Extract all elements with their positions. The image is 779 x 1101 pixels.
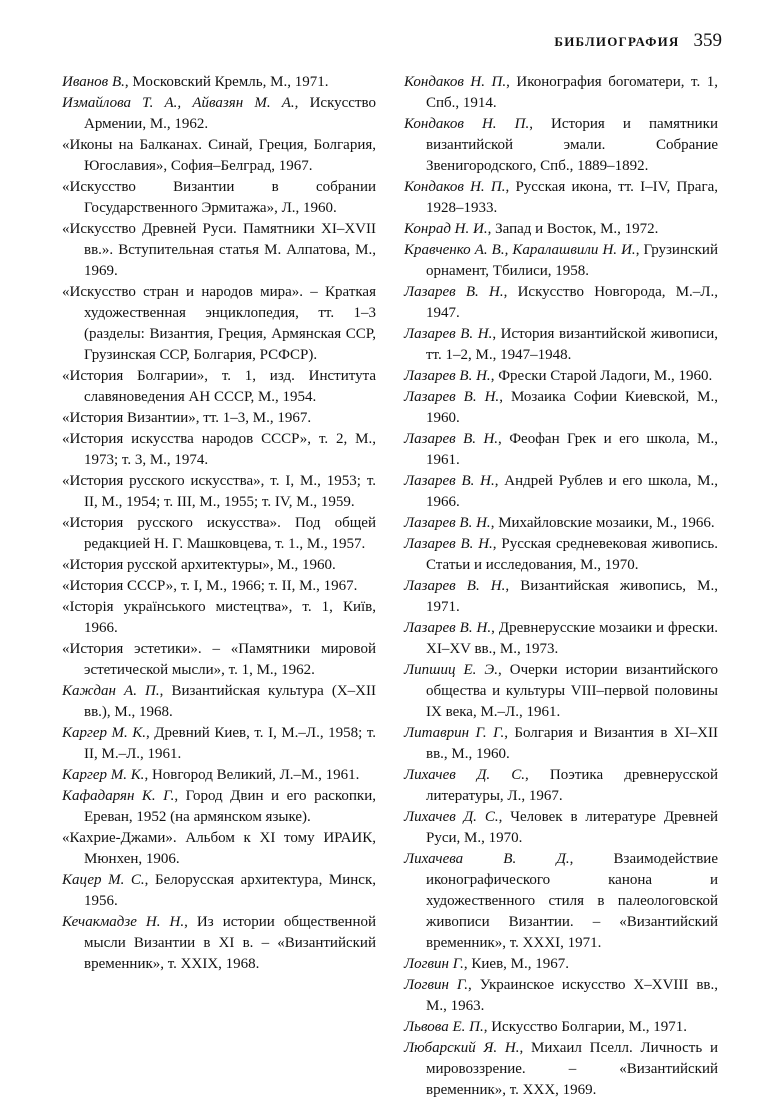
bibliography-entry bbox=[404, 72, 718, 114]
bibliography-entry bbox=[62, 429, 376, 471]
entry-text: , Византийская живопись, М., 1971. bbox=[426, 578, 718, 615]
entry-text: , Грузинский орнамент, Тбилиси, 1958. bbox=[426, 242, 718, 279]
entry-text: , Иконография богоматери, т. 1, Спб., 1914. bbox=[426, 74, 718, 111]
entry-text: «Искусство Византии в собрании Государственного Эрмитажа», Л., 1960. bbox=[62, 179, 376, 216]
bibliography-entry bbox=[404, 429, 718, 471]
entry-author: Лихачев Д. С. bbox=[404, 809, 499, 825]
entry-author: Каргер М. К. bbox=[62, 725, 146, 741]
bibliography-entry bbox=[404, 723, 718, 765]
entry-author: Львова Е. П. bbox=[404, 1019, 484, 1035]
bibliography-entry bbox=[404, 513, 718, 534]
entry-text: «Искусство Древней Руси. Памятники XI–XVII вв.». Вступительная статья М. Алпатова, М., 1969. bbox=[62, 221, 376, 279]
entry-text: , Андрей Рублев и его школа, М., 1966. bbox=[426, 473, 718, 510]
bibliography-entry bbox=[404, 387, 718, 429]
bibliography-entry bbox=[62, 513, 376, 555]
entry-author: Лазарев В. Н. bbox=[404, 620, 492, 636]
entry-text: «История русского искусства», т. I, М., 1953; т. II, М., 1954; т. III, М., 1955; т. IV, М., 1959. bbox=[62, 473, 376, 510]
entry-text: «Иконы на Балканах. Синай, Греция, Болгария, Югославия», София–Белград, 1967. bbox=[62, 137, 376, 174]
entry-author: Лазарев В. Н. bbox=[404, 536, 493, 552]
bibliography-entry bbox=[62, 912, 376, 975]
entry-text: , Украинское искусство X–XVIII вв., М., 1963. bbox=[426, 977, 718, 1014]
bibliography-entry bbox=[404, 1038, 718, 1101]
entry-text: , Феофан Грек и его школа, М., 1961. bbox=[426, 431, 718, 468]
bibliography-entry bbox=[62, 471, 376, 513]
bibliography-entry bbox=[62, 282, 376, 366]
entry-text: , Русская икона, тт. I–IV, Прага, 1928–1933. bbox=[426, 179, 719, 216]
entry-author: Кондаков Н. П. bbox=[404, 179, 506, 195]
entry-author: Логвин Г. bbox=[404, 956, 464, 972]
bibliography-entry bbox=[404, 324, 718, 366]
bibliography-entry bbox=[62, 723, 376, 765]
entry-text: , История и памятники византийской эмали. Собрание Звенигородского, Спб., 1889–1892. bbox=[426, 116, 718, 174]
bibliography-entry bbox=[404, 282, 718, 324]
entry-text: «История искусства народов СССР», т. 2, М., 1973; т. 3, М., 1974. bbox=[62, 431, 376, 468]
entry-author: Кафадарян К. Г. bbox=[62, 788, 175, 804]
bibliography-entry bbox=[62, 72, 376, 93]
bibliography-entry bbox=[404, 219, 718, 240]
bibliography-entry bbox=[62, 408, 376, 429]
bibliography-entry bbox=[62, 786, 376, 828]
entry-text: «История русской архитектуры», М., 1960. bbox=[62, 557, 336, 573]
entry-author: Лазарев В. Н. bbox=[404, 578, 506, 594]
entry-author: Кечакмадзе Н. Н. bbox=[62, 914, 185, 930]
entry-author: Лазарев В. Н. bbox=[404, 515, 491, 531]
entry-text: , Город Двин и его раскопки, Ереван, 1952 (на армянском языке). bbox=[84, 788, 376, 825]
bibliography-entry bbox=[404, 765, 718, 807]
entry-text: , Древнерусские мозаики и фрески. XI–XV вв., М., 1973. bbox=[426, 620, 718, 657]
entry-text: , Искусство Армении, М., 1962. bbox=[84, 95, 376, 132]
entry-text: , Белорусская архитектура, Минск, 1956. bbox=[84, 872, 376, 909]
bibliography-entry bbox=[62, 219, 376, 282]
page-number: 359 bbox=[693, 30, 722, 51]
entry-text: , Новгород Великий, Л.–М., 1961. bbox=[144, 767, 360, 783]
entry-text: «История эстетики». – «Памятники мировой эстетической мысли», т. 1, М., 1962. bbox=[62, 641, 376, 678]
entry-text: «История русского искусства». Под общей редакцией Н. Г. Машковцева, т. 1., М., 1957. bbox=[62, 515, 376, 552]
entry-author: Литаврин Г. Г. bbox=[404, 725, 505, 741]
entry-author: Любарский Я. Н. bbox=[404, 1040, 520, 1056]
entry-text: , Человек в литературе Древней Руси, М., 1970. bbox=[426, 809, 718, 846]
entry-author: Иванов В. bbox=[62, 74, 125, 90]
bibliography-entry bbox=[404, 849, 718, 954]
bibliography-entry bbox=[404, 618, 718, 660]
entry-text: , Очерки истории византийского общества и культуры VIII–первой половины IX века, М.–Л., 1961. bbox=[426, 662, 718, 720]
bibliography-entry bbox=[404, 177, 718, 219]
bibliography-entry bbox=[62, 765, 376, 786]
entry-author: Лазарев В. Н. bbox=[404, 284, 504, 300]
bibliography-entry bbox=[404, 660, 718, 723]
bibliography-entry bbox=[62, 597, 376, 639]
entry-text: «История Византии», тт. 1–3, М., 1967. bbox=[62, 410, 312, 426]
bibliography-entry bbox=[62, 639, 376, 681]
entry-text: , Поэтика древнерусской литературы, Л., 1967. bbox=[426, 767, 718, 804]
entry-text: , Взаимодействие иконографического канона и художественного стиля в палеологовской живописи Византии. – «Византийский временник», т. XXXI, 1971. bbox=[426, 851, 718, 951]
bibliography-entry bbox=[62, 93, 376, 135]
bibliography-entry bbox=[62, 177, 376, 219]
bibliography-entry bbox=[62, 555, 376, 576]
bibliography-entry bbox=[62, 870, 376, 912]
entry-text: «История Болгарии», т. 1, изд. Института славяноведения АН СССР, М., 1954. bbox=[62, 368, 376, 405]
bibliography-entry bbox=[404, 576, 718, 618]
entry-author: Лазарев В. Н. bbox=[404, 389, 500, 405]
entry-text: «История СССР», т. I, М., 1966; т. II, М., 1967. bbox=[62, 578, 358, 594]
bibliography-entry bbox=[404, 471, 718, 513]
entry-author: Измайлова Т. А., Айвазян М. А. bbox=[62, 95, 295, 111]
entry-text: , Искусство Болгарии, М., 1971. bbox=[483, 1019, 687, 1035]
entry-author: Кравченко А. В., Каралашвили Н. И. bbox=[404, 242, 636, 258]
entry-author: Лазарев В. Н. bbox=[404, 473, 495, 489]
bibliography-entry bbox=[62, 828, 376, 870]
running-header bbox=[554, 30, 722, 52]
entry-author: Лихачев Д. С. bbox=[404, 767, 526, 783]
entry-author: Лазарев В. Н. bbox=[404, 368, 491, 384]
entry-author: Лихачева В. Д. bbox=[404, 851, 570, 867]
entry-author: Липшиц Е. Э. bbox=[404, 662, 498, 678]
left-column bbox=[62, 72, 376, 975]
entry-text: «Історія українського мистецтва», т. 1, Київ, 1966. bbox=[62, 599, 376, 636]
entry-author: Конрад Н. И. bbox=[404, 221, 488, 237]
entry-text: , Русская средневековая живопись. Статьи и исследования, М., 1970. bbox=[426, 536, 718, 573]
entry-author: Кацер М. С. bbox=[62, 872, 145, 888]
entry-author: Кондаков Н. П. bbox=[404, 74, 507, 90]
bibliography-entry bbox=[62, 366, 376, 408]
bibliography-entry bbox=[62, 681, 376, 723]
entry-text: «Кахрие-Джами». Альбом к XI тому ИРАИК, Мюнхен, 1906. bbox=[62, 830, 376, 867]
bibliography-entry bbox=[404, 954, 718, 975]
entry-author: Лазарев В. Н. bbox=[404, 326, 493, 342]
entry-author: Кондаков Н. П. bbox=[404, 116, 530, 132]
entry-author: Каждан А. П. bbox=[62, 683, 160, 699]
entry-author: Лазарев В. Н. bbox=[404, 431, 499, 447]
entry-author: Логвин Г. bbox=[404, 977, 469, 993]
bibliography-entry bbox=[404, 807, 718, 849]
bibliography-entry bbox=[62, 576, 376, 597]
entry-text: , Византийская культура (X–XII вв.), М., 1968. bbox=[84, 683, 376, 720]
bibliography-entry bbox=[404, 240, 718, 282]
entry-text: , Из истории общественной мысли Византии в XI в. – «Византийский временник», т. XXIX, 1968. bbox=[84, 914, 376, 972]
entry-text: , Михайловские мозаики, М., 1966. bbox=[490, 515, 715, 531]
entry-text: , История византийской живописи, тт. 1–2, М., 1947–1948. bbox=[426, 326, 718, 363]
entry-text: , Киев, М., 1967. bbox=[463, 956, 569, 972]
entry-text: , Древний Киев, т. I, М.–Л., 1958; т. II, М.–Л., 1961. bbox=[84, 725, 376, 762]
bibliography-entry bbox=[404, 114, 718, 177]
entry-text: «Искусство стран и народов мира». – Краткая художественная энциклопедия, тт. 1–3 (разделы: Византия, Греция, Армянская ССР, Грузинская ССР, Болгария, РСФСР). bbox=[62, 284, 376, 363]
right-column bbox=[404, 72, 718, 1101]
bibliography-entry bbox=[62, 135, 376, 177]
bibliography-entry bbox=[404, 1017, 718, 1038]
entry-text: , Михаил Пселл. Личность и мировоззрение. – «Византийский временник», т. XXX, 1969. bbox=[426, 1040, 718, 1098]
running-title: БИБЛИОГРАФИЯ bbox=[554, 34, 680, 49]
bibliography-entry bbox=[404, 366, 718, 387]
entry-text: , Болгария и Византия в XI–XII вв., М., 1960. bbox=[426, 725, 718, 762]
entry-text: , Искусство Новгорода, М.–Л., 1947. bbox=[426, 284, 718, 321]
bibliography-entry bbox=[404, 534, 718, 576]
entry-text: , Московский Кремль, М., 1971. bbox=[124, 74, 329, 90]
bibliography-entry bbox=[404, 975, 718, 1017]
entry-text: , Фрески Старой Ладоги, М., 1960. bbox=[490, 368, 713, 384]
entry-author: Каргер М. К. bbox=[62, 767, 145, 783]
entry-text: , Мозаика Софии Киевской, М., 1960. bbox=[426, 389, 718, 426]
entry-text: , Запад и Восток, М., 1972. bbox=[487, 221, 659, 237]
